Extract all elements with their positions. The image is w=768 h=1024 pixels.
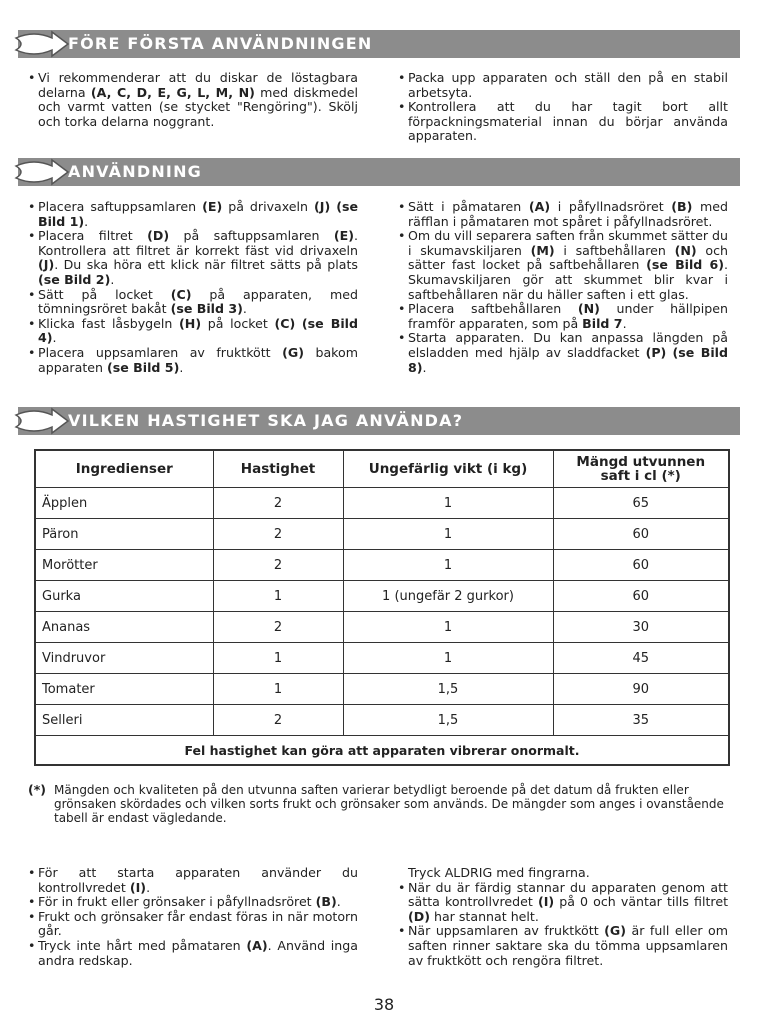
- text-fragment: [295, 316, 302, 331]
- reference-label: (B): [315, 894, 337, 910]
- section-title: FÖRE FÖRSTA ANVÄNDNINGEN: [68, 34, 373, 53]
- text-fragment: är full eller om saften rinner saktare ska du tömma uppsamlaren av fruktkött och rengöra filtret.: [408, 923, 728, 968]
- speed-cell: 2: [213, 705, 343, 736]
- list-item: [398, 100, 728, 144]
- reference-label: (se Bild 1): [38, 199, 358, 229]
- section-banner-usage: [18, 158, 740, 186]
- list-item: [28, 910, 358, 939]
- juice-cell: 90: [553, 674, 729, 705]
- section-title: ANVÄNDNING: [68, 162, 202, 181]
- section-banner-speed: [18, 407, 740, 435]
- reference-label: (A): [528, 199, 551, 214]
- ingredient-cell: Äpplen: [35, 488, 213, 519]
- list-item: [398, 302, 728, 331]
- section-title: VILKEN HASTIGHET SKA JAG ANVÄNDA?: [68, 411, 464, 430]
- text-fragment: på drivaxeln: [222, 199, 315, 214]
- reference-label: (N): [674, 242, 697, 258]
- reference-label: (C): [274, 315, 296, 331]
- speed-cell: 1: [213, 643, 343, 674]
- reference-label: (se Bild 5): [107, 359, 180, 375]
- text-fragment: Tryck inte hårt med påmataren: [38, 937, 247, 953]
- list-item: [28, 866, 358, 895]
- text-fragment: .: [84, 213, 89, 229]
- juice-cell: 60: [553, 581, 729, 612]
- ingredient-cell: Morötter: [35, 550, 213, 581]
- text-fragment: på 0 och väntar tills filtret: [554, 894, 729, 910]
- text-fragment: Om du vill separera saften från skummet sätter du i skumavskiljaren: [408, 228, 728, 258]
- list-item: [398, 200, 728, 229]
- list-item: [28, 288, 358, 317]
- text-fragment: i saftbehållaren: [554, 242, 675, 258]
- text-fragment: För att starta apparaten använder du kontrollvredet: [38, 865, 358, 895]
- juice-cell: 30: [553, 612, 729, 643]
- bottom-right: [398, 866, 728, 968]
- speed-cell: 1: [213, 674, 343, 705]
- text-fragment: Placera saftuppsamlaren: [38, 199, 203, 214]
- reference-label: (se Bild 6): [646, 257, 724, 273]
- juice-cell: 60: [553, 550, 729, 581]
- before-first-use-right: [398, 71, 728, 144]
- table-row: [35, 674, 729, 705]
- text-fragment: För in frukt eller grönsaker i påfyllnadsröret: [38, 894, 316, 910]
- list-item: [398, 331, 728, 375]
- text-fragment: Packa upp apparaten och ställ den på en stabil arbetsyta.: [408, 70, 728, 100]
- reference-label: (J): [314, 199, 331, 214]
- table-row: [35, 705, 729, 736]
- footnote: [28, 783, 740, 825]
- page-number: 38: [373, 995, 395, 1014]
- weight-cell: 1: [343, 519, 553, 550]
- reference-label: (D): [408, 908, 430, 924]
- list-item: [28, 71, 358, 129]
- list-item: [398, 881, 728, 925]
- text-fragment: .: [146, 879, 151, 895]
- text-fragment: .: [336, 894, 341, 910]
- text-fragment: Kontrollera att du har tagit bort allt förpackningsmaterial innan du börjar använda apparaten.: [408, 99, 728, 144]
- list-item: [28, 895, 358, 910]
- text-fragment: i påfyllnadsröret: [550, 199, 672, 214]
- header-juice-amount: Mängd utvunnen saft i cl (*): [553, 450, 729, 488]
- bottom-right-intro: Tryck ALDRIG med fingrarna.: [408, 865, 590, 880]
- table-footer-warning: Fel hastighet kan göra att apparaten vibrerar onormalt.: [35, 736, 729, 766]
- header-speed: Hastighet: [213, 450, 343, 488]
- juice-cell: 45: [553, 643, 729, 674]
- text-fragment: har stannat helt.: [429, 908, 539, 924]
- ingredient-cell: Tomater: [35, 674, 213, 705]
- reference-label: Bild 7: [582, 315, 623, 331]
- ingredient-cell: Päron: [35, 519, 213, 550]
- text-fragment: När uppsamlaren av fruktkött: [408, 923, 605, 939]
- list-item: [28, 317, 358, 346]
- ingredient-cell: Selleri: [35, 705, 213, 736]
- text-fragment: under hällpipen framför apparaten, som på: [408, 301, 728, 331]
- reference-label: (se Bild 3): [170, 301, 243, 317]
- arrow-icon: [12, 405, 72, 437]
- weight-cell: 1: [343, 643, 553, 674]
- text-fragment: på apparaten, med tömningsröret bakåt: [38, 286, 358, 317]
- ingredient-cell: Gurka: [35, 581, 213, 612]
- text-fragment: .: [179, 359, 184, 375]
- list-item: [28, 229, 358, 287]
- text-fragment: på locket: [201, 315, 275, 331]
- list-item: [398, 229, 728, 302]
- speed-cell: 1: [213, 581, 343, 612]
- reference-label: (G): [282, 344, 304, 360]
- reference-label: (E): [333, 228, 354, 244]
- list-item: [398, 71, 728, 100]
- speed-cell: 2: [213, 612, 343, 643]
- table-row: [35, 488, 729, 519]
- weight-cell: 1,5: [343, 705, 553, 736]
- text-fragment: Placera saftbehållaren: [408, 301, 578, 317]
- reference-label: (se Bild 8): [408, 344, 728, 375]
- weight-cell: 1 (ungefär 2 gurkor): [343, 581, 553, 612]
- list-item: [28, 346, 358, 375]
- text-fragment: och sätter fast locket på saftbehållaren: [408, 242, 728, 273]
- usage-left: [28, 200, 358, 375]
- usage-right: [398, 200, 728, 375]
- text-fragment: Klicka fast låsbygeln: [38, 315, 180, 331]
- arrow-icon: [12, 156, 72, 188]
- text-fragment: . Skumavskiljaren gör att skummet blir kvar i saftbehållaren när du häller saften i ett glas.: [408, 257, 729, 302]
- reference-label: (D): [147, 228, 170, 244]
- text-fragment: med räfflan i påmataren mot spåret i påfyllnadsröret.: [408, 199, 728, 229]
- arrow-icon: [12, 28, 72, 60]
- header-ingredients: Ingredienser: [35, 450, 213, 488]
- text-fragment: .: [422, 359, 427, 375]
- reference-label: (se Bild 4): [38, 315, 358, 346]
- reference-label: (se Bild 2): [38, 271, 111, 287]
- text-fragment: Placera uppsamlaren av fruktkött: [38, 344, 283, 360]
- speed-cell: 2: [213, 550, 343, 581]
- ingredient-cell: Vindruvor: [35, 643, 213, 674]
- text-fragment: .: [622, 315, 627, 331]
- reference-label: (N): [577, 301, 600, 317]
- text-fragment: .: [110, 271, 115, 287]
- reference-label: (A, C, D, E, G, L, M, N): [90, 84, 255, 100]
- section-banner-before-first-use: [18, 30, 740, 58]
- text-fragment: .: [242, 301, 247, 317]
- ingredient-cell: Ananas: [35, 612, 213, 643]
- reference-label: (G): [604, 923, 626, 939]
- juice-cell: 65: [553, 488, 729, 519]
- text-fragment: Sätt på locket: [38, 286, 171, 302]
- table-header-row: [35, 450, 729, 488]
- reference-label: (H): [179, 315, 202, 331]
- text-fragment: Sätt i påmataren: [408, 199, 529, 214]
- text-fragment: . Du ska höra ett klick när filtret sätts på plats: [54, 257, 358, 273]
- header-weight: Ungefärlig vikt (i kg): [343, 450, 553, 488]
- text-fragment: När du är färdig stannar du apparaten genom att sätta kontrollvredet: [408, 879, 728, 910]
- list-item: [398, 924, 728, 968]
- footnote-mark: (*): [28, 782, 46, 797]
- text-fragment: Placera filtret: [38, 228, 148, 244]
- text-fragment: . Kontrollera att filtret är korrekt fäst vid drivaxeln: [38, 228, 358, 258]
- table-row: [35, 643, 729, 674]
- text-fragment: på saftuppsamlaren: [169, 228, 334, 244]
- list-item: [28, 939, 358, 968]
- speed-cell: 2: [213, 488, 343, 519]
- speed-cell: 2: [213, 519, 343, 550]
- reference-label: (M): [530, 242, 555, 258]
- weight-cell: 1: [343, 488, 553, 519]
- juice-cell: 35: [553, 705, 729, 736]
- table-row: [35, 550, 729, 581]
- text-fragment: .: [52, 330, 57, 346]
- table-row: [35, 519, 729, 550]
- reference-label: (I): [129, 879, 147, 895]
- text-fragment: Vi rekommenderar att du diskar de löstagbara delarna: [38, 70, 358, 100]
- weight-cell: 1: [343, 550, 553, 581]
- text-fragment: med diskmedel och varmt vatten (se stycket "Rengöring"). Skölj och torka delarna noggrant.: [38, 84, 358, 129]
- weight-cell: 1: [343, 612, 553, 643]
- reference-label: (J): [38, 257, 55, 273]
- before-first-use-left: [28, 71, 358, 129]
- text-fragment: bakom apparaten: [38, 344, 358, 375]
- reference-label: (A): [246, 937, 268, 953]
- text-fragment: Starta apparaten. Du kan anpassa längden på elsladden med hjälp av sladdfacket: [408, 330, 728, 360]
- bottom-left: [28, 866, 358, 968]
- table-row: [35, 612, 729, 643]
- reference-label: (B): [671, 199, 693, 214]
- table-row: [35, 581, 729, 612]
- reference-label: (I): [537, 894, 555, 910]
- speed-table: [34, 449, 730, 766]
- juice-cell: 60: [553, 519, 729, 550]
- reference-label: (C): [170, 286, 192, 302]
- reference-label: (P): [645, 344, 667, 360]
- list-item: [28, 200, 358, 229]
- reference-label: (E): [202, 199, 223, 214]
- weight-cell: 1,5: [343, 674, 553, 705]
- text-fragment: . Använd inga andra redskap.: [38, 937, 358, 968]
- text-fragment: Frukt och grönsaker får endast föras in när motorn går.: [38, 908, 358, 939]
- footnote-text: Mängden och kvaliteten på den utvunna saften varierar betydligt beroende på det datum då frukten eller grönsaken skördades och vilken sorts frukt och grönsaker som används. De mängder som anges i ovanstående tabell är endast vägledande.: [54, 783, 724, 825]
